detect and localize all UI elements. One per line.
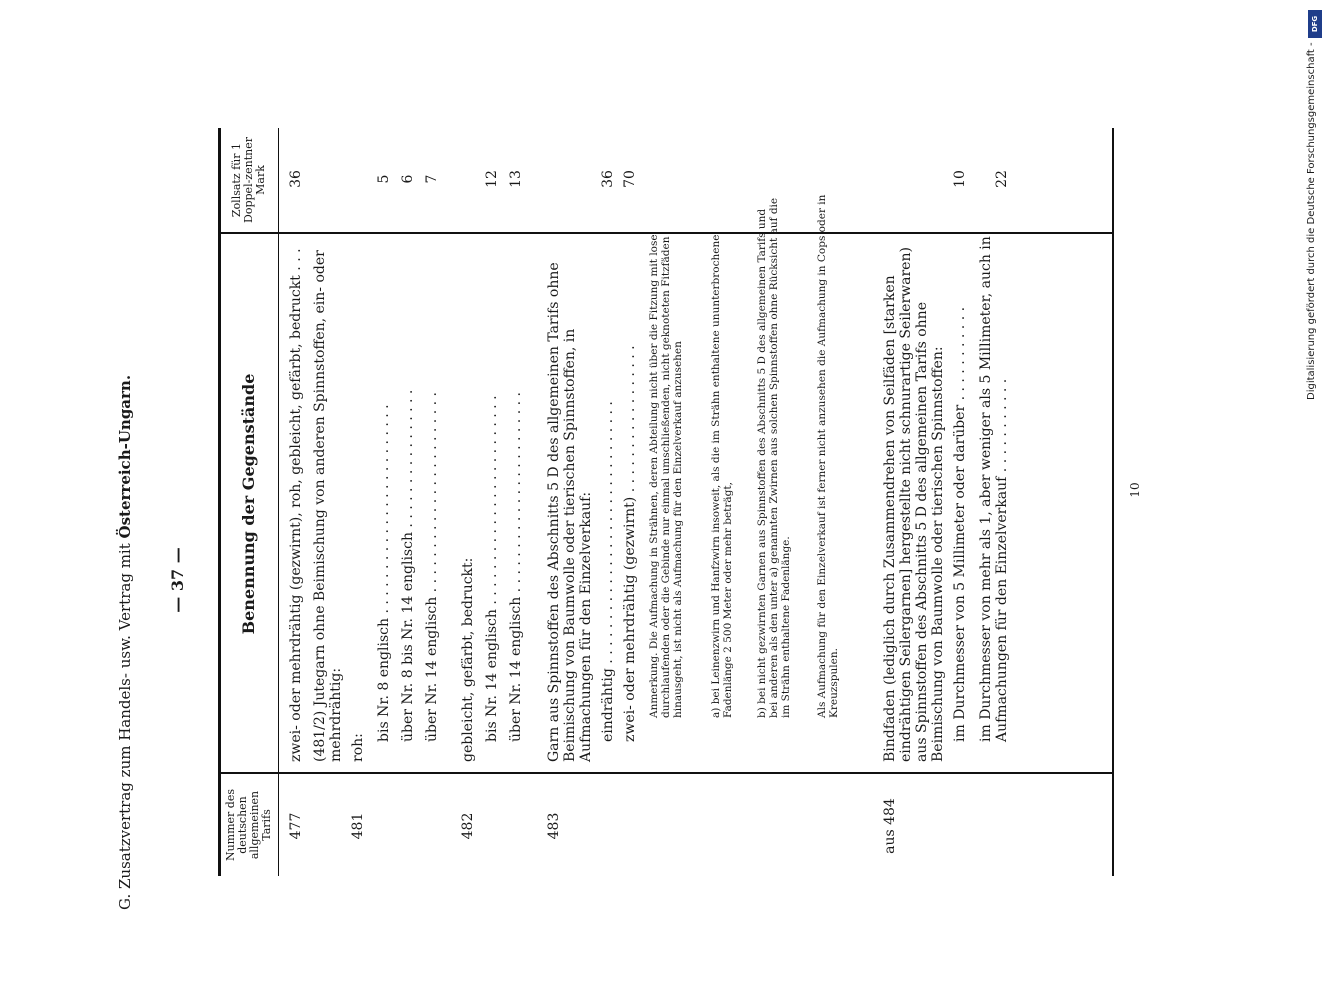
table-bottom-rule — [1112, 128, 1114, 876]
row-text: über Nr. 14 englisch . . . . . . . . . . . . . . . . . . . . . . . — [508, 392, 524, 742]
row-text: im Durchmesser von 5 Millimeter oder darüber . . . . . . . . . . . — [952, 306, 968, 742]
row-text: Bindfaden (lediglich durch Zusammendrehen von Seilfäden [starken eindrähtigen Seilergarnen] hergestellte nicht schnurartige Seilerwaren) aus Spinnstoffen des Abschnitts 5 D des allgemeinen Tarifs ohne Beimischung von Baumwolle oder tierischen Spinnstoffen: — [882, 247, 946, 762]
row-text: bis Nr. 14 englisch . . . . . . . . . . . . . . . . . . . . . . . . — [484, 395, 500, 742]
table-header-rule — [278, 128, 279, 876]
row-text: Garn aus Spinnstoffen des Abschnitts 5 D des allgemeinen Tarifs ohne Beimischung von Baumwolle oder tierischen Spinnstoffen, in Aufmachungen für den Einzelverkauf: — [546, 262, 594, 762]
row-rate: 22 — [994, 170, 1010, 188]
row-rate: 6 — [400, 174, 416, 184]
digitization-credit: Digitalisierung gefördert durch die Deutsche Forschungsgemeinschaft - — [1306, 42, 1317, 400]
row-text: zwei- oder mehrdrähtig (gezwirnt), roh, gebleicht, gefärbt, bedruckt . . . — [288, 248, 304, 762]
header-rate: Zollsatz für 1 Doppel-zentner Mark — [230, 137, 267, 223]
column-divider — [218, 772, 1113, 774]
row-text: im Durchmesser von mehr als 1, aber weniger als 5 Millimeter, auch in Aufmachungen für den Einzelverkauf . . . . . . . . . . . — [978, 236, 1010, 742]
page-number: — 37 — — [168, 547, 187, 613]
tariff-number: 483 — [546, 812, 562, 840]
row-rate: 13 — [508, 170, 524, 188]
row-text: bis Nr. 8 englisch . . . . . . . . . . . . . . . . . . . . . . . . — [376, 404, 392, 742]
row-rate: 10 — [952, 170, 968, 188]
row-text: über Nr. 8 bis Nr. 14 englisch . . . . . . . . . . . . . . . . — [400, 389, 416, 742]
tariff-number: aus 484 — [882, 798, 898, 854]
annotation-item-b: b) bei nicht gezwirnten Garnen aus Spinnstoffen des Abschnitts 5 D des allgemeinen Tarifs und bei anderen als den unter a) genannten Zwirnen aus solchen Spinnstoffen ohne Rücksicht auf die im Strähn enthaltene Fadenlänge. — [756, 197, 792, 718]
running-head — [116, 50, 187, 930]
tariff-number: 482 — [460, 812, 476, 840]
row-text: roh: — [350, 733, 366, 762]
row-rate: 7 — [424, 174, 440, 184]
row-text: eindrähtig . . . . . . . . . . . . . . . . . . . . . . . . . . . . . . — [600, 401, 616, 742]
row-rate: 70 — [622, 170, 638, 188]
tariff-number: 477 — [288, 812, 304, 840]
digitization-sidebar — [1306, 10, 1324, 990]
annotation-note: Als Aufmachung für den Einzelverkauf ist ferner nicht anzusehen die Aufmachung in Cops oder in Kreuzspulen. — [816, 194, 840, 718]
annotation-text: Anmerkung. Die Aufmachung in Strähnen, deren Abteilung nicht über die Fitzung mit lose durchlaufenden oder die Gebinde nur einmal umschließenden, nicht geknoteten Fitzfäden hinausgeht, ist nicht als Aufmachung für den Einzelverkauf anzusehen — [648, 234, 684, 718]
running-head-text: G. Zusatzvertrag zum Handels- usw. Vertrag mit Österreich-Ungarn. — [116, 374, 134, 910]
row-text: zwei- oder mehrdrähtig (gezwirnt) . . . . . . . . . . . . . . . . . — [622, 345, 638, 742]
row-text: gebleicht, gefärbt, bedruckt: — [460, 557, 476, 762]
row-rate: 12 — [484, 170, 500, 188]
row-text: über Nr. 14 englisch . . . . . . . . . . . . . . . . . . . . . . . — [424, 392, 440, 742]
row-rate: 5 — [376, 174, 392, 184]
tariff-number: 481 — [350, 812, 366, 840]
row-rate: 36 — [600, 170, 616, 188]
header-description: Benennung der Gegenstände — [239, 373, 258, 635]
dfg-logo: DFG — [1308, 10, 1322, 38]
row-text: (481/2) Jutegarn ohne Beimischung von anderen Spinnstoffen, ein- oder mehrdrähtig: — [312, 250, 344, 762]
footer-number: 10 — [1128, 482, 1142, 498]
annotation-item-a: a) bei Leinenzwirn und Hanfzwirn insoweit, als die im Strähn enthaltene ununterbrochene Fadenlänge 2 500 Meter oder mehr beträgt, — [710, 234, 734, 718]
row-rate: 36 — [288, 170, 304, 188]
header-number: Nummer des deutschen allgemeinen Tarifs — [224, 788, 273, 862]
document-page — [50, 50, 1280, 930]
